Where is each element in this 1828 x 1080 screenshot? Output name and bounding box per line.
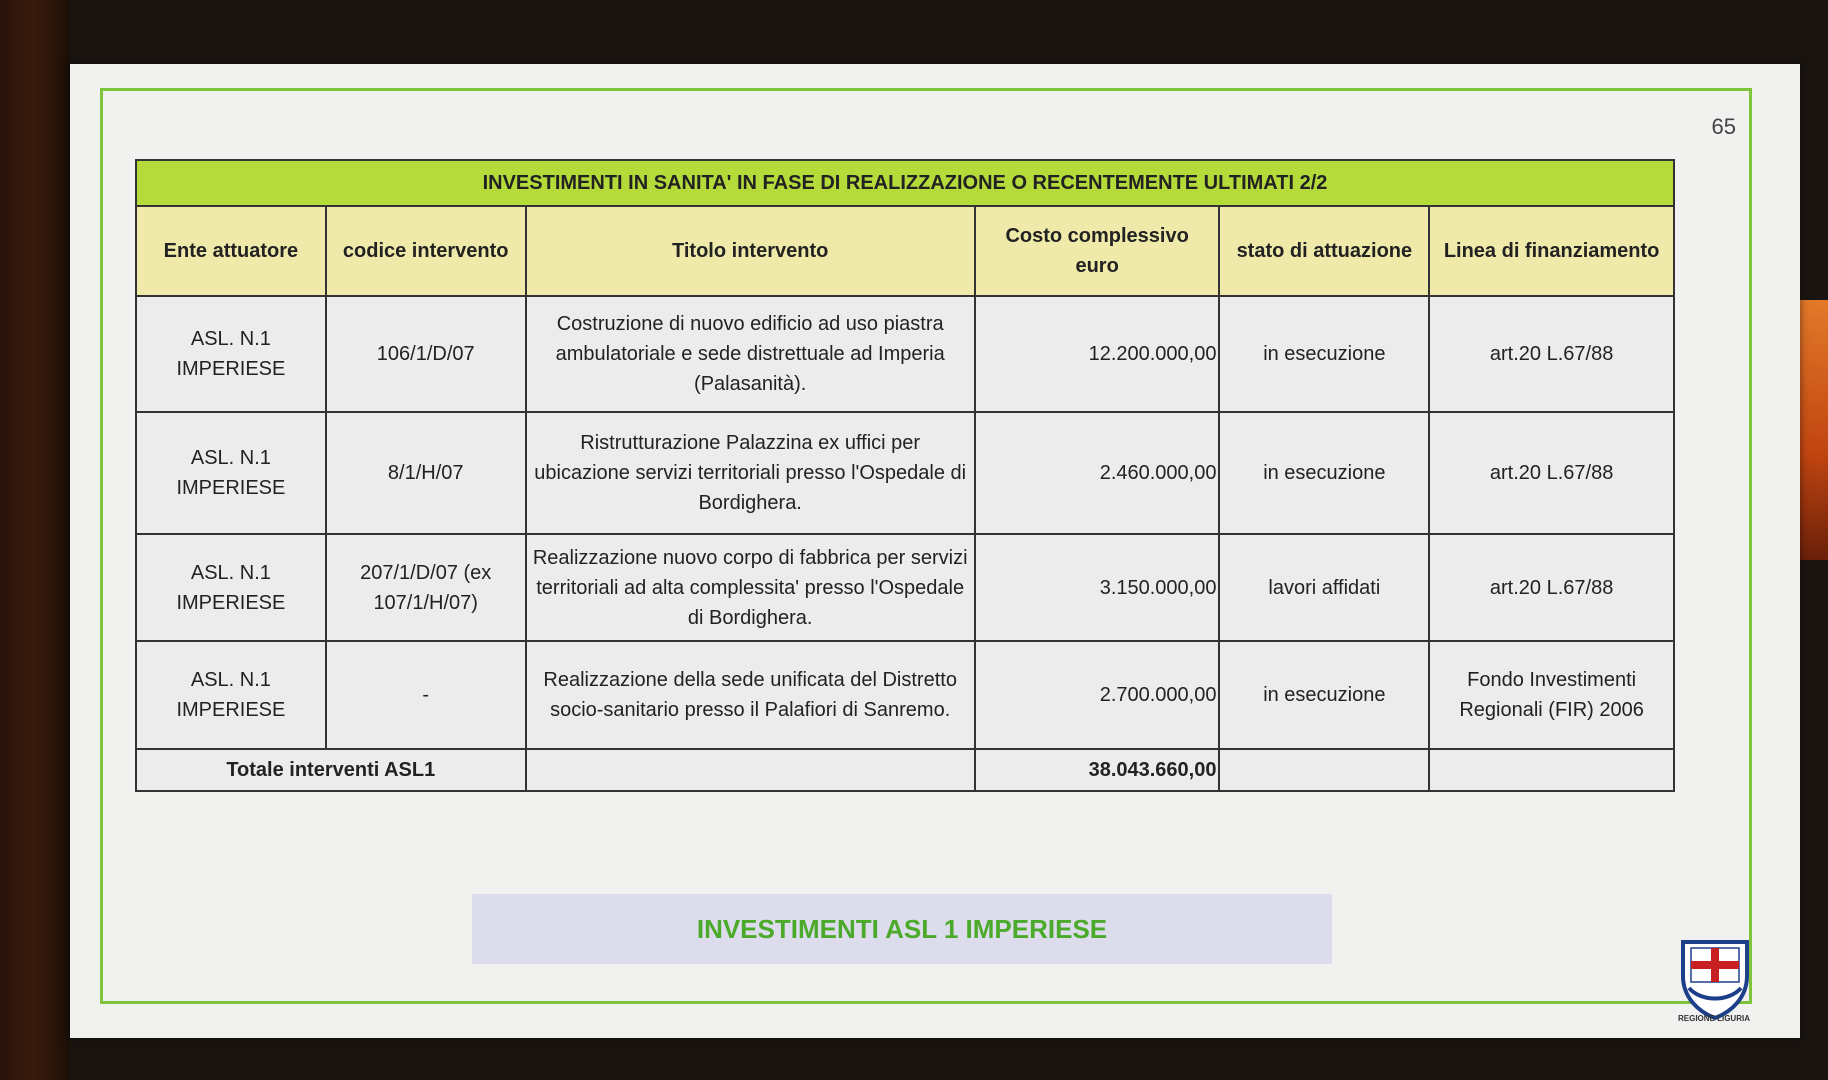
- header-titolo: Titolo intervento: [526, 206, 975, 296]
- total-label: Totale interventi ASL1: [136, 749, 526, 791]
- cell-costo: 12.200.000,00: [975, 296, 1220, 412]
- cell-titolo: Ristrutturazione Palazzina ex uffici per ubicazione servizi territoriali presso l'Ospedale di Bordighera.: [526, 412, 975, 534]
- table-row: [136, 641, 1674, 749]
- cell-titolo: Costruzione di nuovo edificio ad uso piastra ambulatoriale e sede distrettuale ad Imperia (Palasanità).: [526, 296, 975, 412]
- total-empty: [526, 749, 975, 791]
- cell-costo: 3.150.000,00: [975, 534, 1220, 641]
- cell-stato: in esecuzione: [1219, 412, 1429, 534]
- cell-ente: ASL. N.1 IMPERIESE: [136, 412, 326, 534]
- total-empty: [1429, 749, 1674, 791]
- background-left: [0, 0, 70, 1080]
- header-codice: codice intervento: [326, 206, 526, 296]
- cell-linea: art.20 L.67/88: [1429, 296, 1674, 412]
- total-costo: 38.043.660,00: [975, 749, 1220, 791]
- logo-caption: REGIONE LIGURIA: [1677, 1014, 1750, 1023]
- cell-stato: in esecuzione: [1219, 296, 1429, 412]
- total-row: [136, 749, 1674, 791]
- cell-linea: art.20 L.67/88: [1429, 534, 1674, 641]
- cell-stato: lavori affidati: [1219, 534, 1429, 641]
- regione-liguria-logo-icon: [1675, 936, 1755, 1026]
- table-row: [136, 412, 1674, 534]
- page-number: 65: [1711, 114, 1736, 139]
- section-banner: INVESTIMENTI ASL 1 IMPERIESE: [472, 894, 1332, 964]
- cell-costo: 2.700.000,00: [975, 641, 1220, 749]
- cell-codice: -: [326, 641, 526, 749]
- header-costo: Costo complessivo euro: [975, 206, 1220, 296]
- header-linea: Linea di finanziamento: [1429, 206, 1674, 296]
- header-stato: stato di attuazione: [1219, 206, 1429, 296]
- cell-ente: ASL. N.1 IMPERIESE: [136, 641, 326, 749]
- cell-stato: in esecuzione: [1219, 641, 1429, 749]
- cell-codice: 207/1/D/07 (ex 107/1/H/07): [326, 534, 526, 641]
- background-light: [1798, 300, 1828, 560]
- cell-linea: art.20 L.67/88: [1429, 412, 1674, 534]
- cell-costo: 2.460.000,00: [975, 412, 1220, 534]
- table-row: [136, 296, 1674, 412]
- cell-titolo: Realizzazione della sede unificata del Distretto socio-sanitario presso il Palafiori di Sanremo.: [526, 641, 975, 749]
- cell-linea: Fondo Investimenti Regionali (FIR) 2006: [1429, 641, 1674, 749]
- cell-codice: 106/1/D/07: [326, 296, 526, 412]
- table-row: [136, 534, 1674, 641]
- investments-table: [135, 159, 1675, 792]
- projection-screen: [70, 64, 1800, 1038]
- cell-titolo: Realizzazione nuovo corpo di fabbrica per servizi territoriali ad alta complessita' presso l'Ospedale di Bordighera.: [526, 534, 975, 641]
- total-empty: [1219, 749, 1429, 791]
- cell-ente: ASL. N.1 IMPERIESE: [136, 534, 326, 641]
- table-title: INVESTIMENTI IN SANITA' IN FASE DI REALIZZAZIONE O RECENTEMENTE ULTIMATI 2/2: [136, 160, 1674, 206]
- cell-ente: ASL. N.1 IMPERIESE: [136, 296, 326, 412]
- header-ente: Ente attuatore: [136, 206, 326, 296]
- cell-codice: 8/1/H/07: [326, 412, 526, 534]
